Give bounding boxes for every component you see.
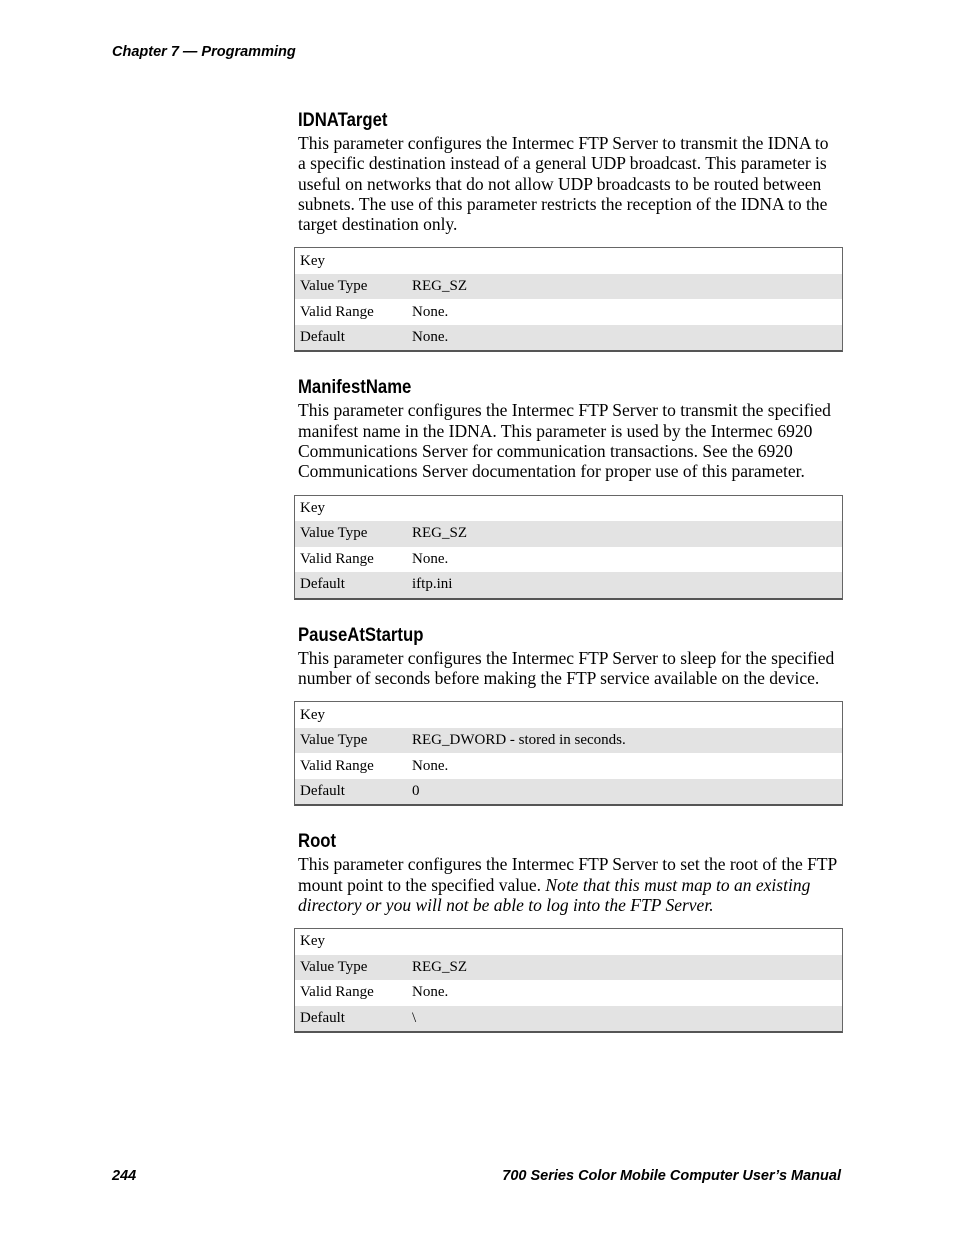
table-row (295, 325, 842, 351)
section-idnatarget (294, 109, 843, 352)
parameter-table (294, 247, 843, 352)
parameter-table (294, 701, 843, 806)
body-text: This parameter configures the Intermec FTP Server to set the root of the FTP mount point to the specified value. (298, 854, 837, 895)
table-row (295, 929, 842, 955)
table-row (295, 572, 842, 598)
row-value: None. (412, 550, 449, 567)
row-label: Valid Range (300, 757, 374, 774)
row-value: None. (412, 329, 449, 346)
section-body (298, 648, 838, 689)
body-text: This parameter configures the Intermec FTP Server to sleep for the specified number of seconds before making the FTP service available on the device. (298, 647, 835, 688)
row-label: Value Type (300, 525, 368, 542)
section-title: IDNATarget (298, 110, 388, 131)
table-row (295, 274, 842, 300)
section-body (298, 400, 838, 481)
section-manifestname (294, 376, 843, 599)
row-value: REG_DWORD - stored in seconds. (412, 732, 626, 749)
table-row (295, 955, 842, 981)
table-row (295, 248, 842, 274)
parameter-table (294, 495, 843, 600)
section-title: PauseAtStartup (298, 624, 424, 646)
table-row (295, 1006, 842, 1032)
section-pauseatstartup (294, 624, 843, 807)
row-label: Key (300, 706, 325, 723)
table-row (295, 779, 842, 805)
section-body (298, 854, 838, 915)
page-number: 244 (112, 1168, 137, 1184)
table-row (295, 299, 842, 325)
parameter-table (294, 928, 843, 1033)
body-text: This parameter configures the Intermec FTP Server to transmit the IDNA to a specific destination instead of a general UDP broadcast. This parameter is useful on networks that do not allow UDP broadcasts to be routed between subnets. The use of this parameter restricts the reception of the IDNA to the target destination only. (298, 133, 829, 235)
row-value: REG_SZ (412, 525, 468, 542)
row-label: Key (300, 252, 325, 269)
table-row (295, 728, 842, 754)
section-root (294, 830, 843, 1033)
row-label: Value Type (300, 958, 368, 975)
table-row (295, 547, 842, 573)
manual-title: 700 Series Color Mobile Computer User’s Manual (502, 1168, 841, 1184)
row-label: Default (300, 329, 345, 346)
table-row (295, 753, 842, 779)
section-title: Root (298, 831, 337, 853)
section-title: ManifestName (298, 377, 412, 399)
row-value: 0 (412, 783, 420, 800)
row-value: iftp.ini (412, 576, 453, 593)
row-label: Valid Range (300, 303, 374, 320)
row-value: \ (412, 1009, 417, 1026)
row-value: REG_SZ (412, 958, 468, 975)
main-content (294, 109, 843, 1057)
row-value: None. (412, 984, 449, 1001)
row-label: Default (300, 576, 345, 593)
row-label: Default (300, 783, 345, 800)
row-value: None. (412, 757, 449, 774)
note-text: Note that this must map to an existing directory or you will not be able to log into the FTP Server. (298, 874, 811, 915)
row-label: Key (300, 933, 325, 950)
row-label: Key (300, 499, 325, 516)
table-row (295, 702, 842, 728)
running-head: Chapter 7 — Programming (112, 44, 296, 60)
body-text: This parameter configures the Intermec FTP Server to transmit the specified manifest name in the IDNA. This parameter is used by the Intermec 6920 Communications Server for communication transactions. See the 6920 Communications Server documentation for proper use of this parameter. (298, 400, 831, 482)
row-label: Default (300, 1009, 345, 1026)
table-row (295, 496, 842, 522)
row-label: Value Type (300, 732, 368, 749)
table-row (295, 980, 842, 1006)
section-body (298, 133, 838, 234)
row-label: Valid Range (300, 984, 374, 1001)
row-label: Value Type (300, 278, 368, 295)
row-value: None. (412, 303, 449, 320)
row-label: Valid Range (300, 550, 374, 567)
table-row (295, 521, 842, 547)
row-value: REG_SZ (412, 278, 468, 295)
